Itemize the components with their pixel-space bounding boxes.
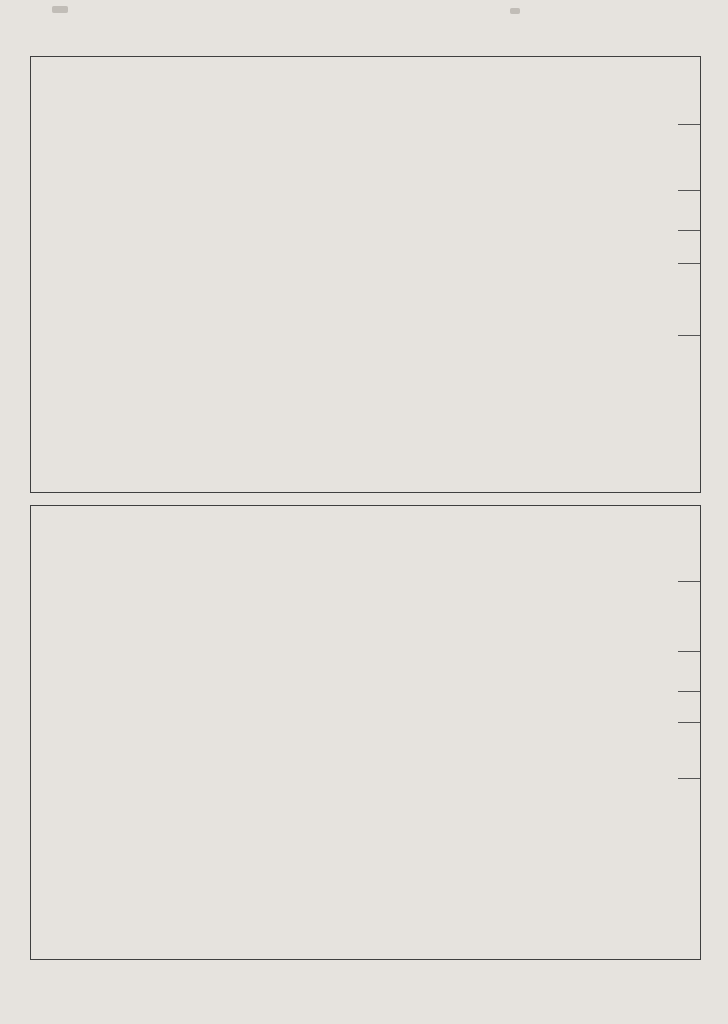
header-address xyxy=(678,779,700,959)
header-position xyxy=(678,506,700,582)
header-column xyxy=(678,506,700,959)
header-column xyxy=(678,57,700,492)
scan-artifact xyxy=(510,8,520,14)
top-table xyxy=(30,56,701,493)
header-alias xyxy=(678,191,700,231)
header-address xyxy=(678,336,700,492)
header-alias xyxy=(678,652,700,692)
header-native xyxy=(678,264,700,336)
scan-artifact xyxy=(52,6,68,13)
header-name xyxy=(678,582,700,652)
header-age xyxy=(678,231,700,264)
header-native xyxy=(678,723,700,779)
header-name xyxy=(678,125,700,191)
bottom-table xyxy=(30,505,701,960)
header-age xyxy=(678,692,700,723)
header-position xyxy=(678,57,700,125)
